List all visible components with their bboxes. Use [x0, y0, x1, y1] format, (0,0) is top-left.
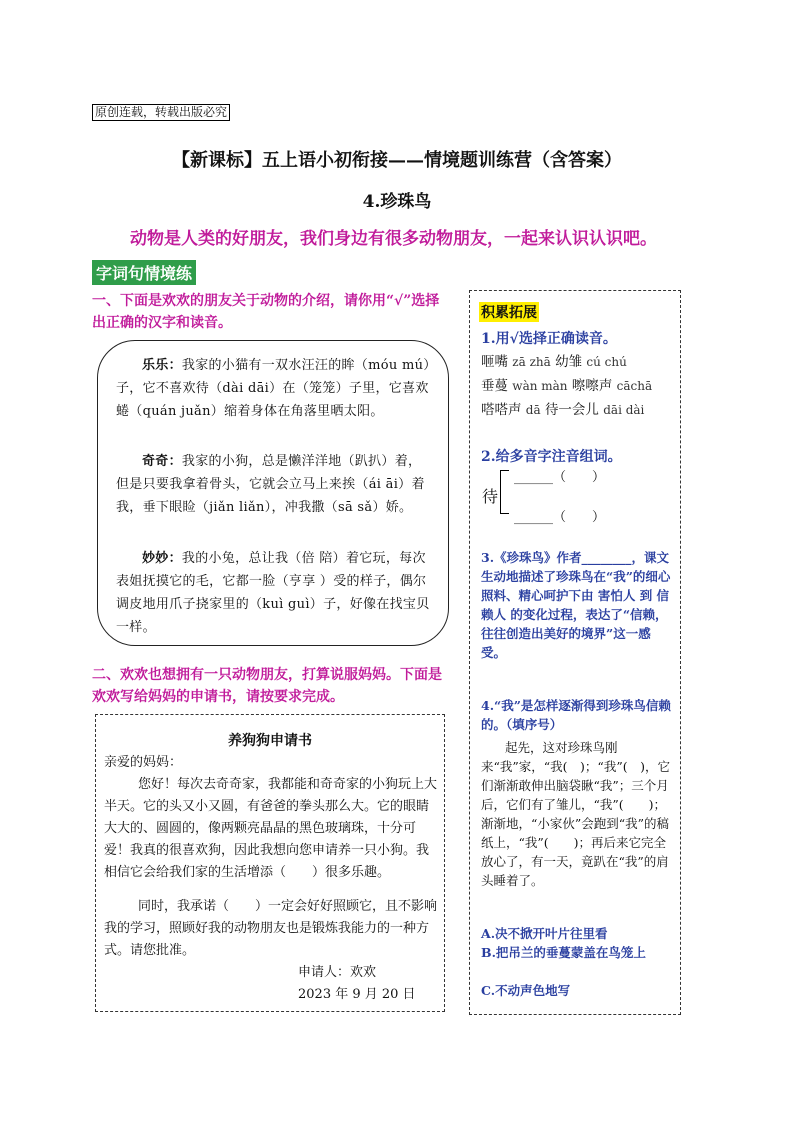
blank-line: ______（ ）	[514, 470, 606, 485]
word: 嚓嚓声	[571, 378, 613, 394]
paragraph-lele	[116, 354, 434, 423]
paragraph-qiqi	[116, 450, 434, 519]
section-band: 字词句情境练	[92, 260, 196, 285]
side-words	[481, 350, 677, 422]
speaker-name: 妙妙：	[142, 551, 182, 566]
letter-body-1: 您好！每次去奇奇家，我都能和奇奇家的小狗玩上大半天。它的头又小又圆，有爸爸的拳头那么大。它的眼睛大大的、圆圆的，像两颗亮晶晶的黑色玻璃珠，十分可爱！我真的很喜欢狗，因此我想向您申请养一只小狗。我相信它会给我们家的生活增添（ ）很多乐趣。	[104, 777, 438, 880]
copyright-stamp: 原创连载，转载出版必究	[92, 104, 230, 121]
paragraph-miaomiao	[116, 547, 434, 639]
option-b: B.把吊兰的垂蔓蒙盖在鸟笼上	[481, 945, 646, 960]
word: 嗒嗒声	[481, 402, 522, 418]
pinyin: wàn màn	[512, 379, 568, 393]
side-q4: 4.“我”是怎样逐渐得到珍珠鸟信赖的。（填序号）	[481, 698, 671, 732]
question-1: 一、下面是欢欢的朋友关于动物的介绍，请你用“√”选择出正确的汉字和读音。	[92, 293, 440, 331]
page-title: 【新课标】五上语小初衔接——情境题训练营（含答案）	[172, 150, 622, 171]
question-2: 二、欢欢也想拥有一只动物朋友，打算说服妈妈。下面是欢欢写给妈妈的申请书，请按要求完成。	[92, 667, 442, 705]
speaker-name: 奇奇：	[142, 454, 182, 469]
intro-text: 动物是人类的好朋友，我们身边有很多动物朋友，一起来认识认识吧。	[130, 229, 657, 249]
brace	[500, 470, 509, 514]
word: 咂嘴	[481, 354, 508, 370]
letter-greeting: 亲爱的妈妈：	[104, 755, 183, 770]
word: 垂蔓	[481, 378, 508, 394]
pinyin: dāi dài	[603, 403, 645, 417]
paragraph-text: 我家的小猫有一双水汪汪的眸（móu mú）子，它不喜欢待（dài dāi）在（笼笼）子里，它喜欢蜷（quán juǎn）缩着身体在角落里晒太阳。	[116, 358, 431, 419]
sidebar-tag: 积累拓展	[479, 302, 539, 322]
lesson-title: 4.珍珠鸟	[362, 192, 432, 212]
word: 幼雏	[555, 354, 583, 370]
side-q1: 1.用√选择正确读音。	[481, 331, 617, 347]
word: 待一会儿	[544, 402, 599, 418]
letter-date: 2023 年 9 月 20 日	[298, 987, 416, 1002]
letter-signer: 申请人：欢欢	[298, 965, 377, 980]
paragraph-text: 我家的小狗，总是懒洋洋地（趴扒）着，但是只要我拿着骨头，它就会立马上来挨（ái āi）着我，垂下眼睑（jiǎn liǎn），冲我撒（sā sǎ）娇。	[116, 454, 425, 515]
option-c: C.不动声色地写	[481, 983, 571, 998]
letter-title: 养狗狗申请书	[228, 733, 312, 749]
speaker-name: 乐乐：	[142, 358, 182, 373]
side-q4-body: 起先，这对珍珠鸟刚来“我”家，“我( )；“我”( )，它们渐渐敢伸出脑袋瞅“我”；三个月后，它们有了雏儿，“我”( )；渐渐地，“小家伙”会跑到“我”的稿纸上，“我”( )；再后来它完全放心了，有一天，竟趴在“我”的肩头睡着了。	[481, 740, 670, 888]
side-q3: 3.《珍珠鸟》作者________，课文生动地描述了珍珠鸟在“我”的细心照料、精心呵护下由 害怕人 到 信赖人 的变化过程，表达了“信赖，往往创造出美好的境界”这一感受。	[481, 550, 671, 660]
letter-body-2: 同时，我承诺（ ）一定会好好照顾它，且不影响我的学习，照顾好我的动物朋友也是锻炼我能力的一种方式。请您批准。	[104, 899, 438, 958]
option-a: A.决不掀开叶片往里看	[481, 926, 608, 941]
side-q2: 2.给多音字注音组词。	[481, 449, 622, 465]
polyphone-char: 待	[482, 487, 499, 506]
pinyin: cāchā	[616, 379, 653, 393]
pinyin: cú chú	[586, 355, 627, 369]
paragraph-text: 我的小兔，总让我（倍 陪）着它玩，每次表姐抚摸它的毛，它都一脸（亨享 ）受的样子，偶尔调皮地用爪子挠家里的（kuì guì）子，好像在找宝贝一样。	[116, 551, 430, 635]
pinyin: dā	[525, 403, 541, 417]
blank-line: ______（ ）	[514, 510, 606, 525]
pinyin: zā zhā	[512, 355, 551, 369]
